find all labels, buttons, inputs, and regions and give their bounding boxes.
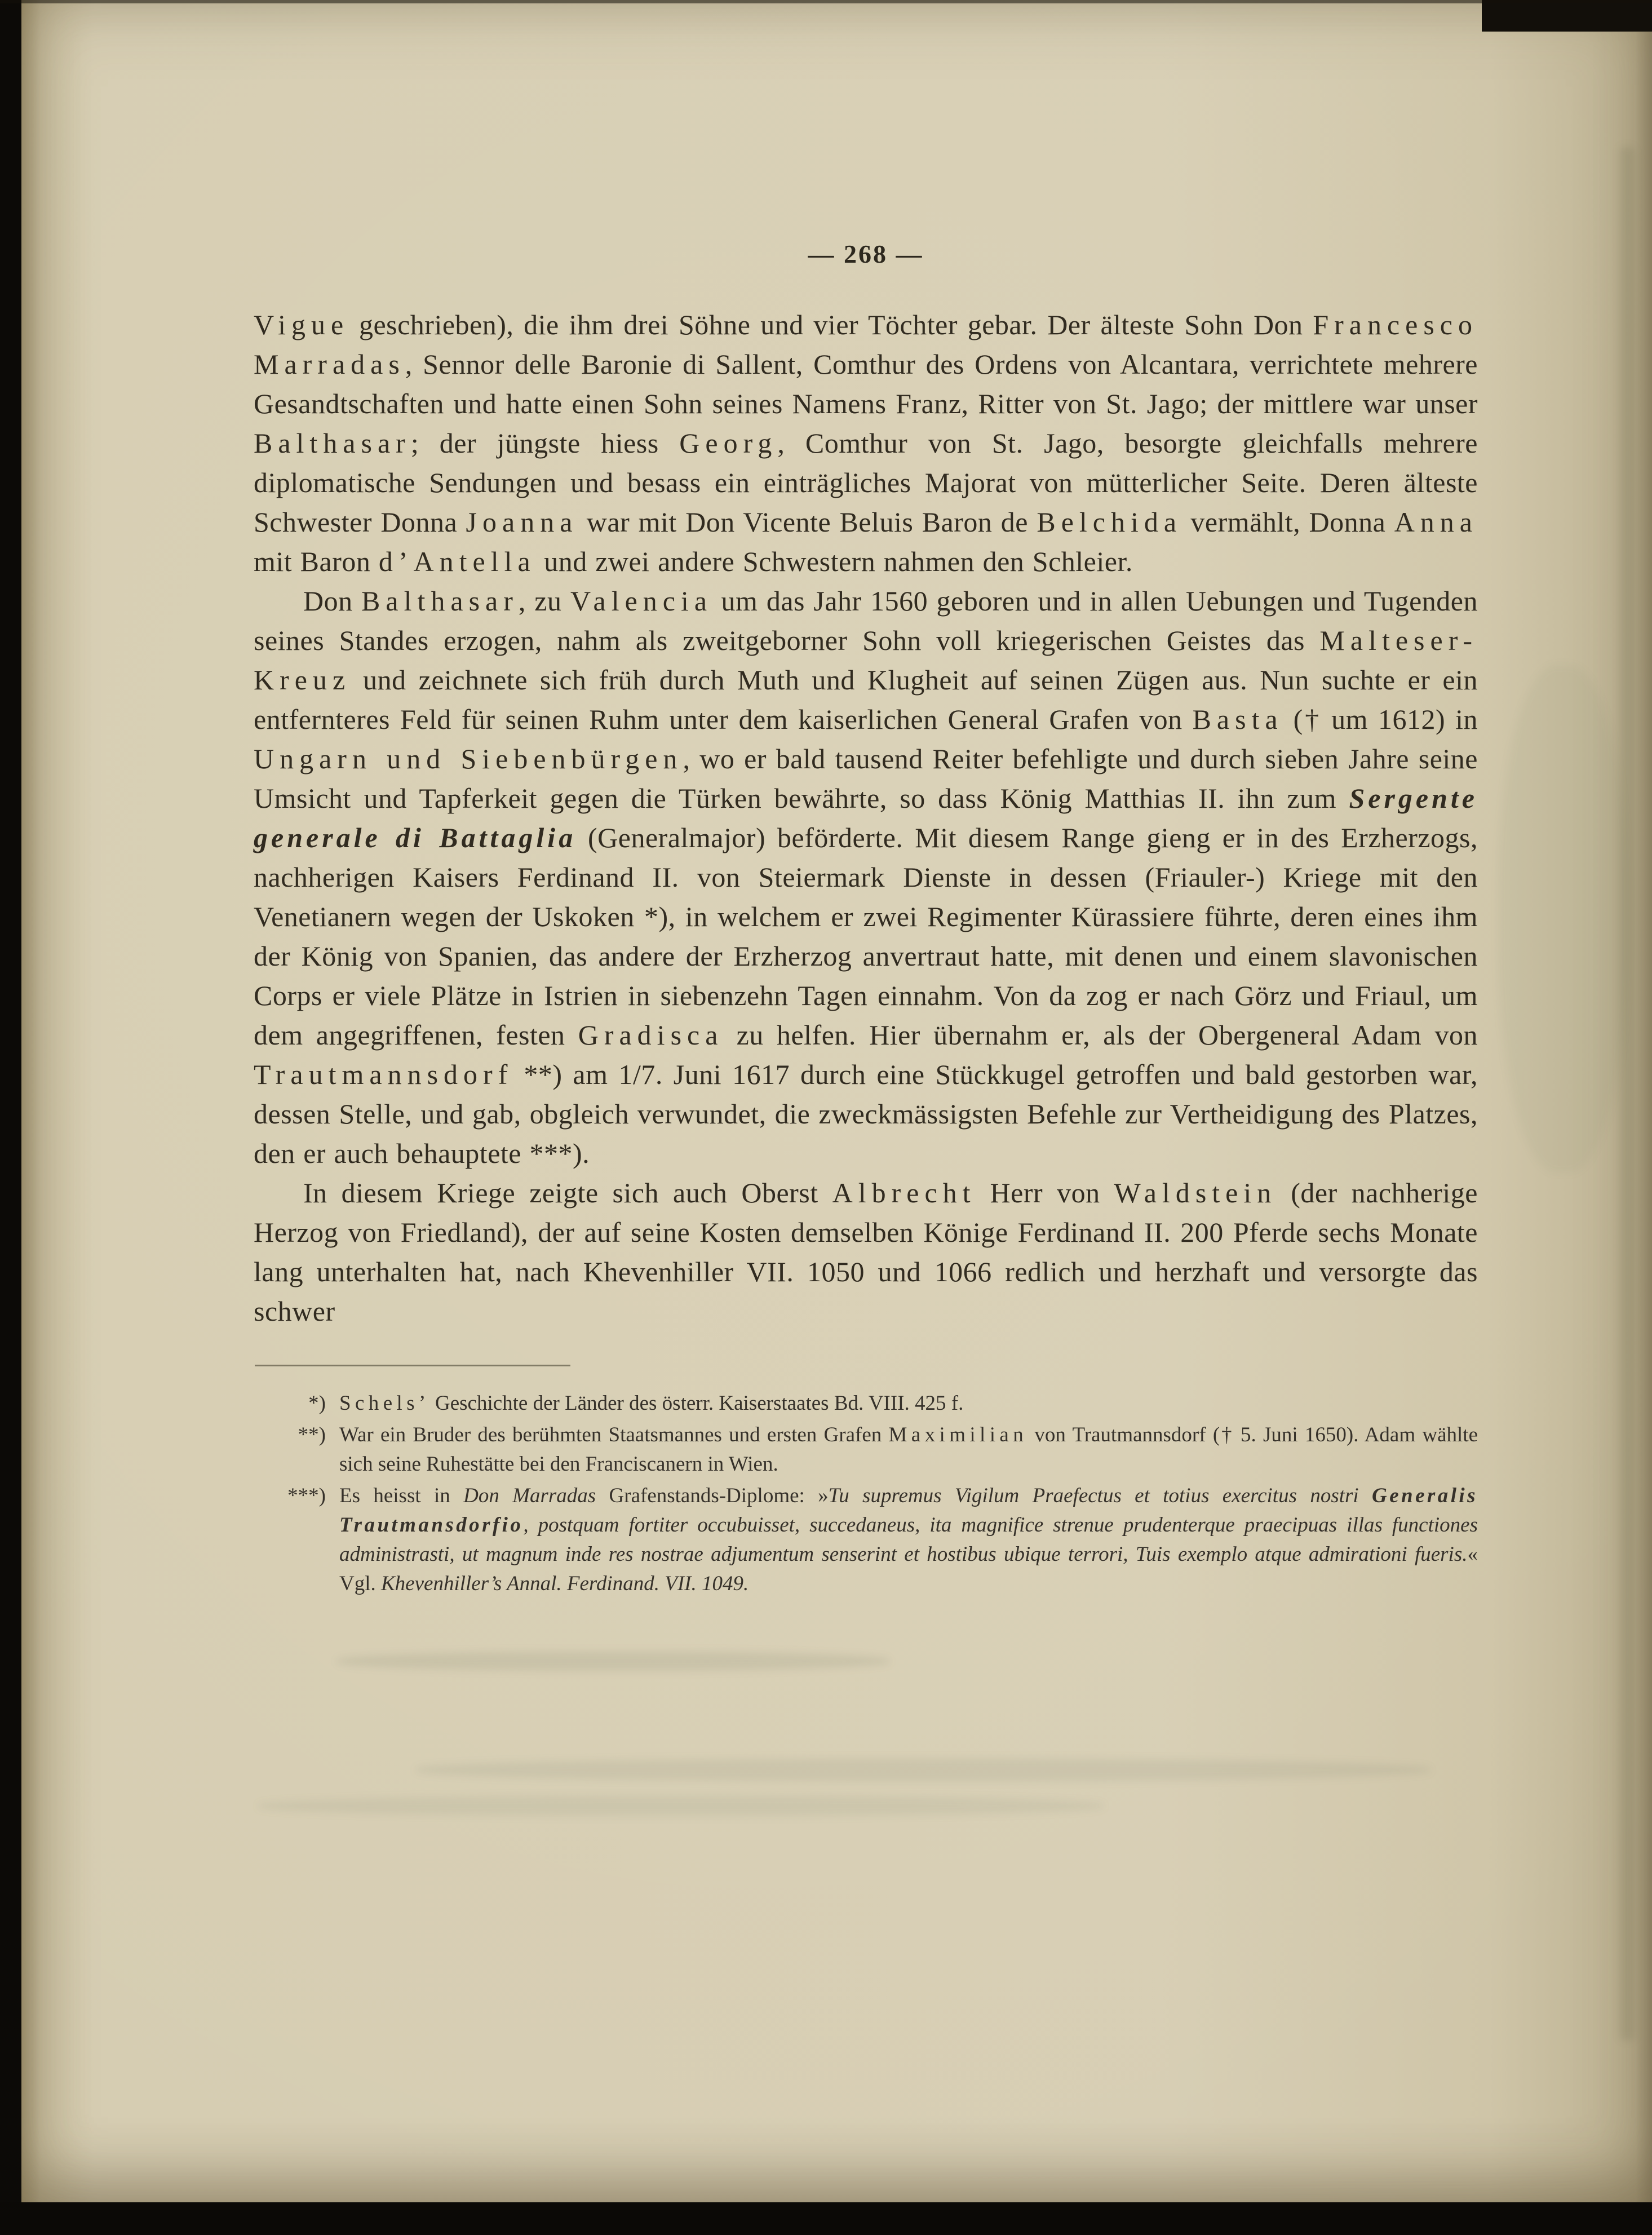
show-through-smudge	[258, 1796, 1104, 1816]
emphasized-text: Don Marradas	[463, 1484, 596, 1507]
footnote	[254, 1481, 1478, 1599]
body-text-run: und zeichnete sich früh durch Muth und Klugheit auf seinen Zügen aus. Nun suchte er ein entfernteres Feld für seinen Ruhm unter dem kaiserlichen General Grafen von	[254, 664, 1478, 735]
emphasized-text: Tu supremus Vigilum Praefectus et totius exercitus nostri	[828, 1484, 1372, 1507]
footnote	[254, 1389, 1478, 1418]
emphasized-text: Valencia	[570, 585, 713, 617]
emphasized-text: Trautmannsdorf	[254, 1059, 513, 1090]
paragraph	[254, 1173, 1478, 1331]
body-text	[254, 305, 1478, 1331]
body-text-run: , zu	[518, 585, 570, 617]
body-text-run: , wo er bald tausend Reiter befehligte und durch sieben Jahre seine Umsicht und Tapferkeit gegen die Türken bewährte, so dass König Matthias II. ihn zum	[254, 743, 1478, 814]
emphasized-text: Anna	[1394, 506, 1478, 538]
text-column	[254, 239, 1478, 1601]
body-text-run: , Sennor delle Baronie di Sallent, Comthur des Ordens von Alcantara, verrichtete mehrere Gesandtschaften und hatte einen Sohn seines Namens Franz, Ritter von St. Jago; der mittlere war unser	[254, 348, 1478, 419]
body-text-run: In diesem Kriege zeigte sich auch Oberst	[303, 1177, 832, 1209]
footnote-marker: **)	[298, 1423, 326, 1446]
body-text-run: war mit Don Vicente Beluis Baron de	[578, 506, 1037, 538]
page-number: — 268 —	[808, 240, 924, 268]
body-text-run: , Comthur von St. Jago, besorgte gleichfalls mehrere diplomatische Sendungen und besass ein einträgliches Majorat von mütterlicher Seite. Deren älteste Schwester Donna	[254, 427, 1478, 538]
emphasized-text: Malteser-Kreuz	[254, 625, 1478, 696]
scan-edge-top-right	[1482, 0, 1652, 32]
emphasized-text: d’Antella	[378, 546, 536, 577]
emphasized-text: Balthasar	[361, 585, 519, 617]
body-text-run: Geschichte der Länder des österr. Kaiserstaates Bd. VIII. 425 f.	[429, 1392, 964, 1415]
paragraph	[254, 305, 1478, 581]
emphasized-text: , postquam fortiter occubuisset, succedaneus, ita magnifice strenue prudenterque praecipuas illas functiones administrasti, ut magnum inde res nostrae adjumentum senserint et hostibus ubique terrori, Tuis exemplo atque admirationi fueris.	[339, 1513, 1478, 1566]
body-text-run: um das Jahr 1560 geboren und in allen Uebungen und Tugenden seines Standes erzogen, nahm als zweitgeborner Sohn voll kriegerischen Geistes das	[254, 585, 1478, 656]
footnote-marker: *)	[308, 1392, 326, 1415]
body-text-run: Grafenstands-Diplome: »	[596, 1484, 829, 1507]
emphasized-text: Balthasar	[254, 427, 411, 459]
body-text-run: zu helfen. Hier übernahm er, als der Obergeneral Adam von	[723, 1019, 1478, 1051]
body-text-run: ; der jüngste hiess	[410, 427, 680, 459]
page-edge-shadow	[1620, 147, 1635, 2041]
emphasized-text: Francesco Marradas	[254, 309, 1478, 380]
footnote-marker: ***)	[287, 1484, 326, 1507]
emphasized-text: Albrecht	[832, 1177, 976, 1209]
emphasized-text: Generalis Trautmansdorfio	[339, 1484, 1478, 1537]
emphasized-text: Georg	[679, 427, 778, 459]
body-text-run: War ein Bruder des berühmten Staatsmannes und ersten Grafen	[339, 1423, 889, 1446]
scan-edge-bottom	[0, 2202, 1652, 2235]
body-text-run: und zwei andere Schwestern nahmen den Schleier.	[535, 546, 1133, 577]
footnotes	[254, 1389, 1478, 1599]
body-text-run: († um 1612) in	[1283, 703, 1478, 735]
body-text-run: vermählt, Donna	[1182, 506, 1394, 538]
emphasized-text: Sergente generale di Battaglia	[254, 782, 1478, 853]
body-text-run: geschrieben), die ihm drei Söhne und vier Töchter gebar. Der älteste Sohn Don	[349, 309, 1313, 340]
footnote	[254, 1420, 1478, 1479]
scan-edge-top	[0, 0, 1652, 3]
body-text-run: Don	[303, 585, 362, 617]
body-text-run: « Vgl.	[339, 1543, 1478, 1595]
emphasized-text: Joanna	[466, 506, 578, 538]
paper-sheet	[21, 0, 1652, 2203]
body-text-run: **) am 1/7. Juni 1617 durch eine Stückkugel getroffen und bald gestorben war, dessen Stelle, und gab, obgleich verwundet, die zweckmässigsten Befehle zur Vertheidigung des Platzes, den er auch behauptete ***).	[254, 1059, 1478, 1169]
emphasized-text: Khevenhiller’s Annal. Ferdinand. VII. 1049.	[381, 1572, 749, 1595]
emphasized-text: Schels’	[339, 1392, 430, 1415]
body-text-run: Es heisst in	[339, 1484, 464, 1507]
emphasized-text: Maximilian	[888, 1423, 1028, 1446]
show-through-smudge	[416, 1759, 1430, 1781]
emphasized-text: Belchida	[1037, 506, 1182, 538]
footnote-separator	[255, 1365, 570, 1366]
paragraph	[254, 581, 1478, 1173]
body-text-run: Herr von	[976, 1177, 1114, 1209]
body-text-run: (der nachherige Herzog von Friedland), der auf seine Kosten demselben Könige Ferdinand II. 200 Pferde sechs Monate lang unterhalten hat, nach Khevenhiller VII. 1050 und 1066 redlich und herzhaft und versorgte das schwer	[254, 1177, 1478, 1327]
emphasized-text: Waldstein	[1114, 1177, 1277, 1209]
emphasized-text: Ungarn und Siebenbürgen	[254, 743, 683, 774]
emphasized-text: Gradisca	[578, 1019, 724, 1051]
body-text-run: (Generalmajor) beförderte. Mit diesem Range gieng er in des Erzherzogs, nachherigen Kaisers Ferdinand II. von Steiermark Dienste in dessen (Friauler-) Kriege mit den Venetianern wegen der Uskoken *), in welchem er zwei Regimenter Kürassiere führte, deren eines ihm der König von Spanien, das andere der Erzherzog anvertraut hatte, mit denen und einem slavonischen Corps er viele Plätze in Istrien in siebenzehn Tagen einnahm. Von da zog er nach Görz und Friaul, um dem angegriffenen, festen	[254, 822, 1478, 1051]
emphasized-text: Vigue	[254, 309, 349, 340]
show-through-smudge	[1498, 665, 1628, 1172]
show-through-smudge	[337, 1652, 889, 1671]
body-text-run: von Trautmannsdorf († 5. Juni 1650). Adam wählte sich seine Ruhestätte bei den Franciscanern in Wien.	[339, 1423, 1478, 1476]
body-text-run: mit Baron	[254, 546, 379, 577]
emphasized-text: Basta	[1192, 703, 1283, 735]
